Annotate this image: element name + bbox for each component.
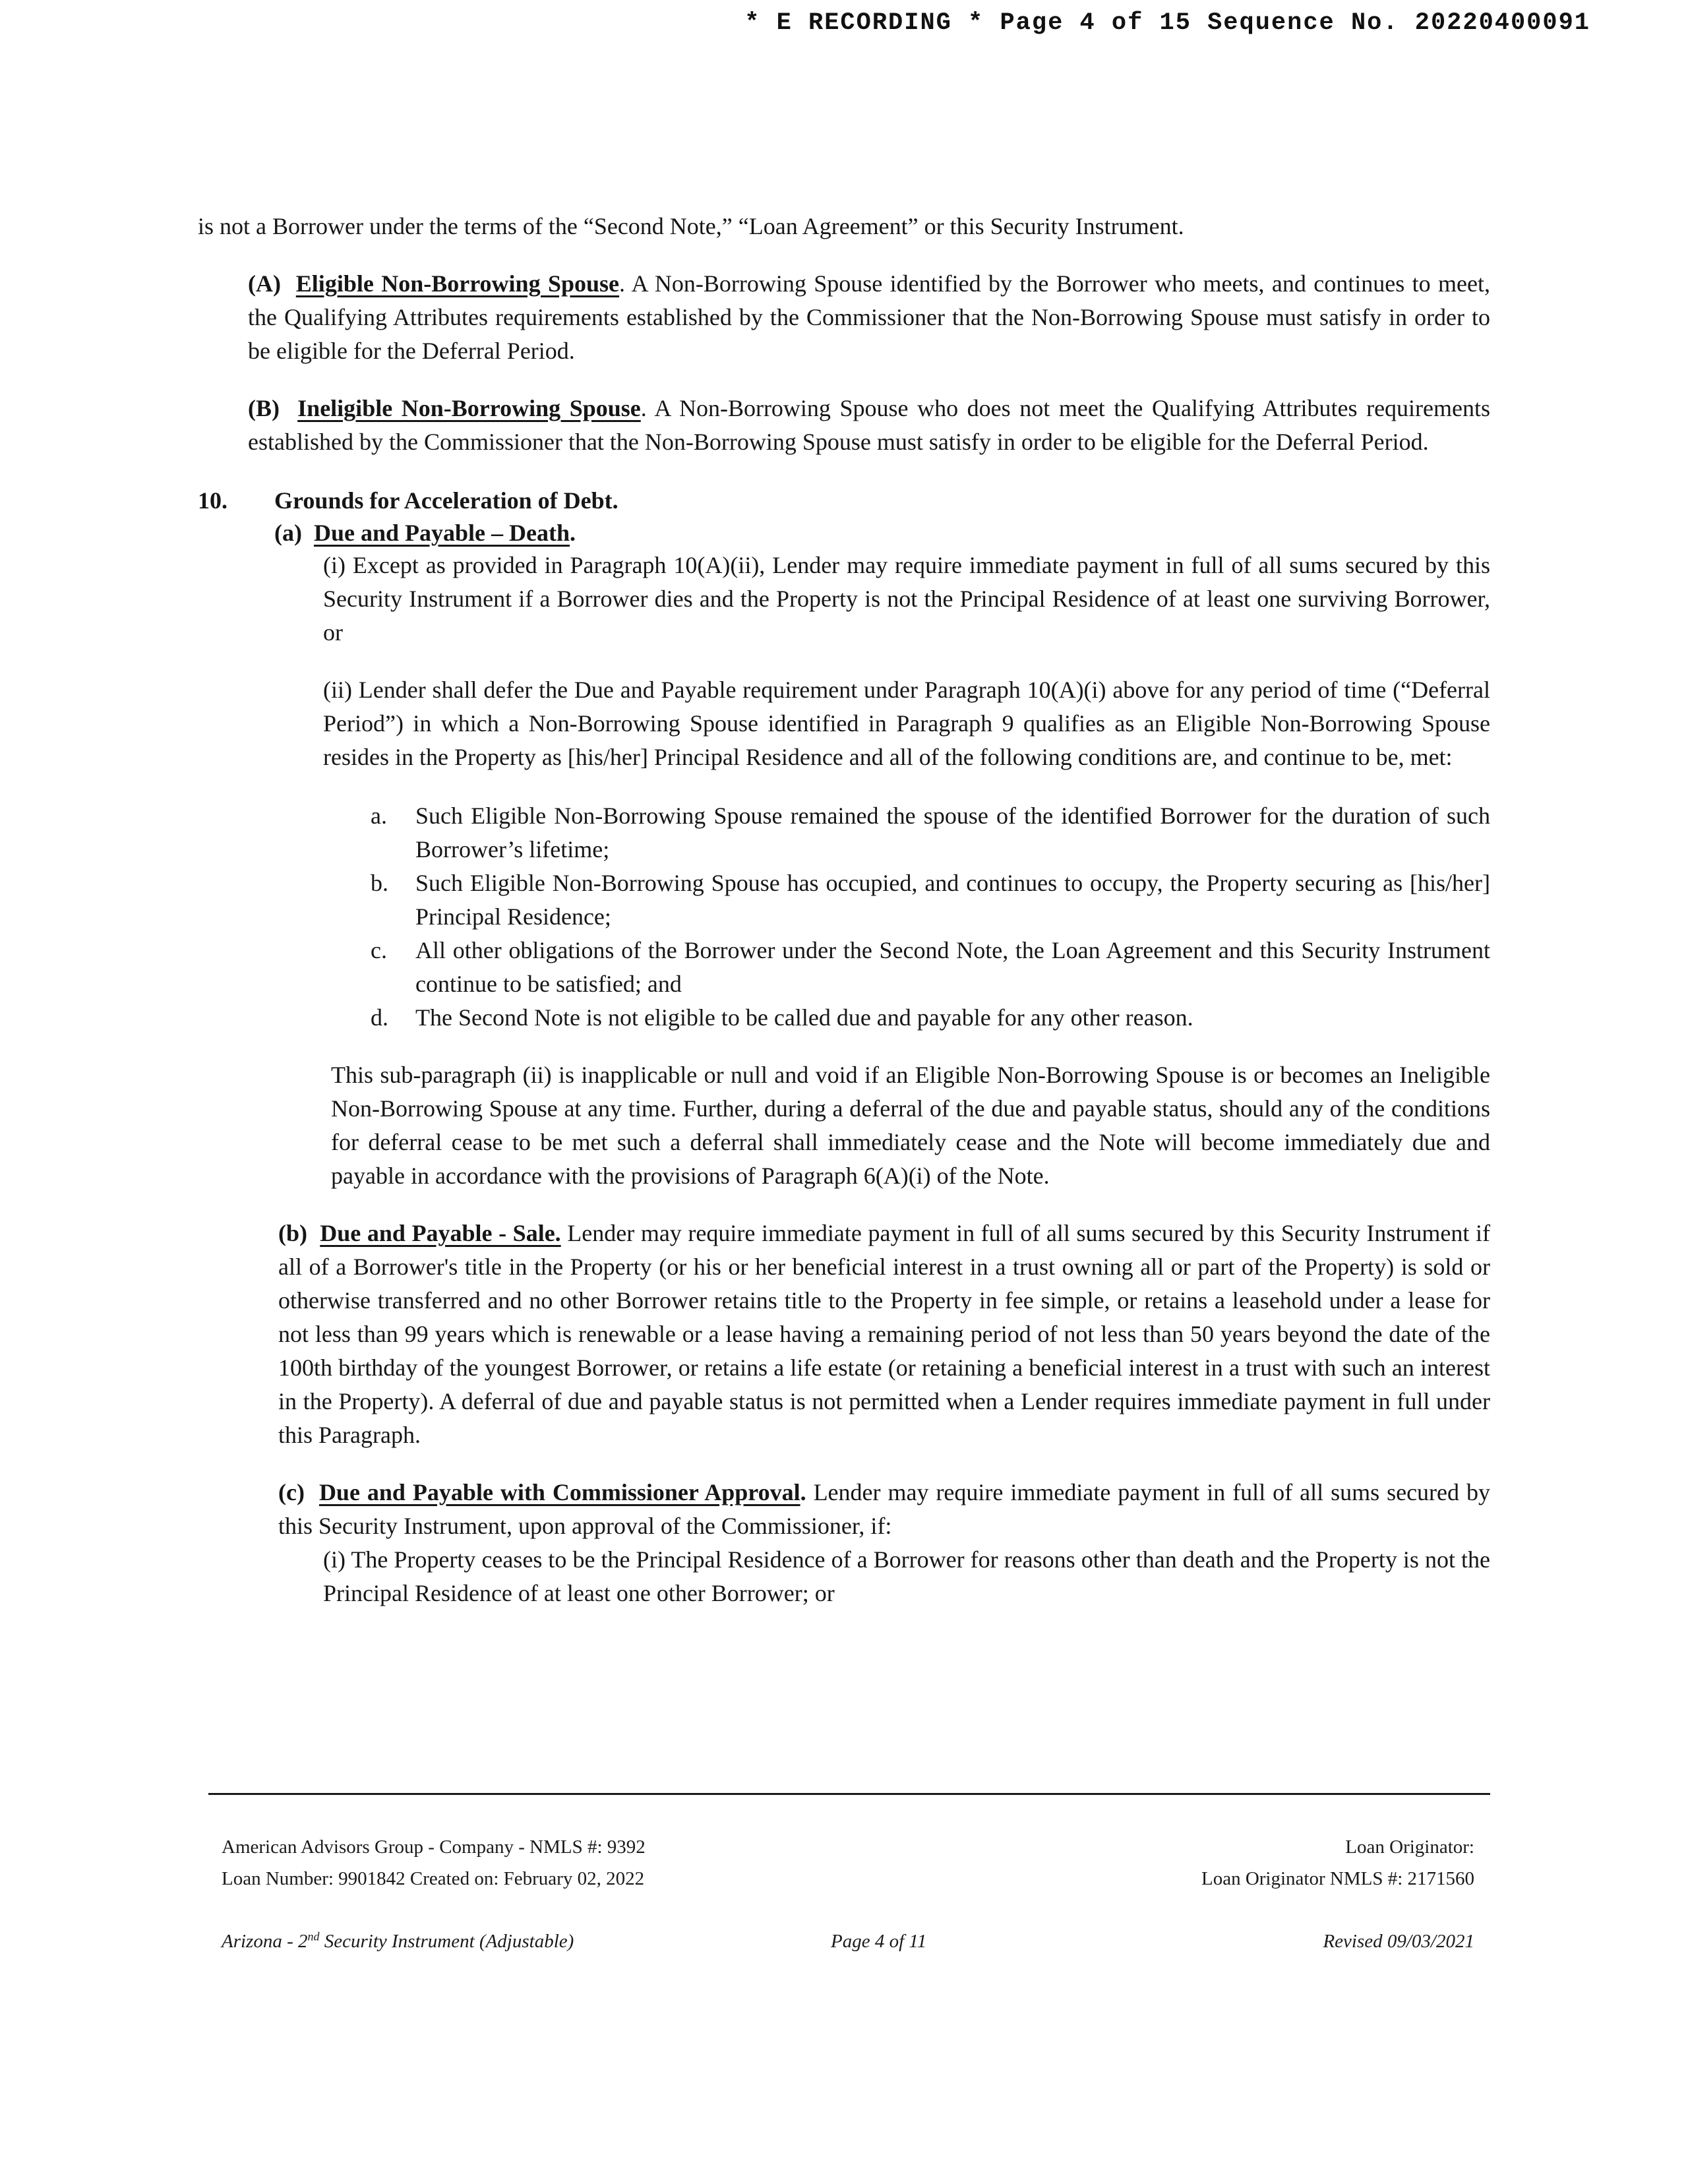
list-item <box>323 866 1490 934</box>
condition-letter: b. <box>371 870 388 896</box>
subsection-a-period: . <box>570 520 576 546</box>
recording-stamp: * E RECORDING * Page 4 of 15 Sequence No. 20220400091 <box>744 9 1590 37</box>
subsection-a-title: Due and Payable – Death <box>313 520 570 546</box>
definition-b <box>248 392 1490 459</box>
footer-line-2 <box>222 1863 1474 1895</box>
document-body <box>198 210 1490 1610</box>
subsection-c-text: Lender may require immediate payment in full of all sums secured by this Security Instrument, upon approval of the Commissioner, if: <box>278 1479 1491 1539</box>
condition-text: All other obligations of the Borrower under the Second Note, the Loan Agreement and this Security Instrument continue to be satisfied; and <box>415 937 1490 997</box>
definition-b-text: . A Non-Borrowing Spouse who does not meet the Qualifying Attributes requirements established by the Commissioner that the Non-Borrowing Spouse must satisfy in order to be eligible for the Deferral Period. <box>248 395 1491 455</box>
subsection-c-label: (c) <box>278 1479 305 1505</box>
condition-letter: a. <box>371 803 387 829</box>
form-name-prefix: Arizona - 2 <box>222 1931 308 1952</box>
footer-loan: Loan Number: 9901842 Created on: February 02, 2022 <box>222 1868 645 1889</box>
footer-originator-nmls: Loan Originator NMLS #: 2171560 <box>1201 1868 1474 1889</box>
list-item <box>323 799 1490 866</box>
subsection-c <box>278 1476 1490 1543</box>
page-number: Page 4 of 11 <box>831 1931 927 1952</box>
subsection-a-i: (i) Except as provided in Paragraph 10(A)(ii), Lender may require immediate payment in full of all sums secured by this Security Instrument if a Borrower dies and the Property is not the Principal Residence of at least one surviving Borrower, or <box>323 552 1490 646</box>
form-name-suffix: Security Instrument (Adjustable) <box>319 1931 574 1952</box>
definition-b-label: (B) <box>248 395 280 421</box>
definition-a-title: Eligible Non-Borrowing Spouse <box>295 270 620 297</box>
subsection-a-label: (a) <box>274 520 302 546</box>
subsection-a-heading <box>274 517 1490 549</box>
subsection-a-ii: (ii) Lender shall defer the Due and Payable requirement under Paragraph 10(A)(i) above for any period of time (“Deferral Period”) in which a Non-Borrowing Spouse identified in Paragraph 9 qualifies as an Eligible Non-Borrowing Spouse resides in the Property as [his/her] Principal Residence and all of the following conditions are, and continue to be, met: <box>323 677 1490 770</box>
section-10-heading <box>198 484 1490 517</box>
subsection-b <box>278 1217 1490 1452</box>
revised-date: Revised 09/03/2021 <box>1323 1931 1474 1952</box>
condition-letter: c. <box>371 937 387 963</box>
list-item <box>323 934 1490 1001</box>
condition-letter: d. <box>371 1004 388 1031</box>
footer-form-line <box>222 1931 1474 1957</box>
definition-b-title: Ineligible Non-Borrowing Spouse <box>297 395 641 421</box>
footer-line-1 <box>222 1831 1474 1863</box>
conditions-list <box>191 799 1490 1035</box>
condition-text: Such Eligible Non-Borrowing Spouse remained the spouse of the identified Borrower for the duration of such Borrower’s lifetime; <box>415 803 1490 863</box>
subsection-c-period: . <box>800 1479 806 1505</box>
condition-text: The Second Note is not eligible to be called due and payable for any other reason. <box>415 1004 1193 1031</box>
subsection-c-i: (i) The Property ceases to be the Principal Residence of a Borrower for reasons other than death and the Property is not the Principal Residence of at least one other Borrower; or <box>323 1546 1490 1606</box>
form-name-sup: nd <box>307 1929 320 1943</box>
intro-text: is not a Borrower under the terms of the “Second Note,” “Loan Agreement” or this Security Instrument. <box>198 213 1184 239</box>
definition-a <box>248 267 1490 368</box>
footer-originator: Loan Originator: <box>1345 1836 1474 1858</box>
subparagraph-ii-note: This sub-paragraph (ii) is inapplicable or null and void if an Eligible Non-Borrowing Spouse is or becomes an Ineligible Non-Borrowing Spouse at any time. Further, during a deferral of the due and payable status, should any of the conditions for deferral cease to be met such a deferral shall immediately cease and the Note will become immediately due and payable in accordance with the provisions of Paragraph 6(A)(i) of the Note. <box>331 1062 1490 1189</box>
subsection-b-text: Lender may require immediate payment in full of all sums secured by this Security Instrument if all of a Borrower's title in the Property (or his or her beneficial interest in a trust owning all or part of the Property) is sold or otherwise transferred and no other Borrower retains title to the Property in fee simple, or retains a leasehold under a lease for not less than 99 years which is renewable or a lease having a remaining period of not less than 50 years beyond the date of the 100th birthday of the youngest Borrower, or retains a life estate (or retaining a beneficial interest in a trust with such an interest in the Property). A deferral of due and payable status is not permitted when a Lender requires immediate payment in full under this Paragraph. <box>278 1220 1490 1448</box>
list-item <box>323 1001 1490 1035</box>
form-name <box>222 1931 574 1952</box>
section-number: 10. <box>198 487 227 514</box>
footer-company: American Advisors Group - Company - NMLS #: 9392 <box>222 1836 646 1858</box>
condition-text: Such Eligible Non-Borrowing Spouse has occupied, and continues to occupy, the Property securing as [his/her] Principal Residence; <box>415 870 1490 930</box>
definition-a-label: (A) <box>248 270 281 297</box>
definition-a-text: . A Non-Borrowing Spouse identified by the Borrower who meets, and continues to meet, the Qualifying Attributes requirements established by the Commissioner that the Non-Borrowing Spouse must satisfy in order to be eligible for the Deferral Period. <box>248 270 1491 364</box>
subsection-b-title: Due and Payable - Sale. <box>320 1220 561 1246</box>
footer-divider <box>208 1793 1490 1795</box>
section-title: Grounds for Acceleration of Debt. <box>274 487 618 514</box>
subsection-c-title: Due and Payable with Commissioner Approval <box>318 1479 800 1505</box>
subsection-b-label: (b) <box>278 1220 307 1246</box>
